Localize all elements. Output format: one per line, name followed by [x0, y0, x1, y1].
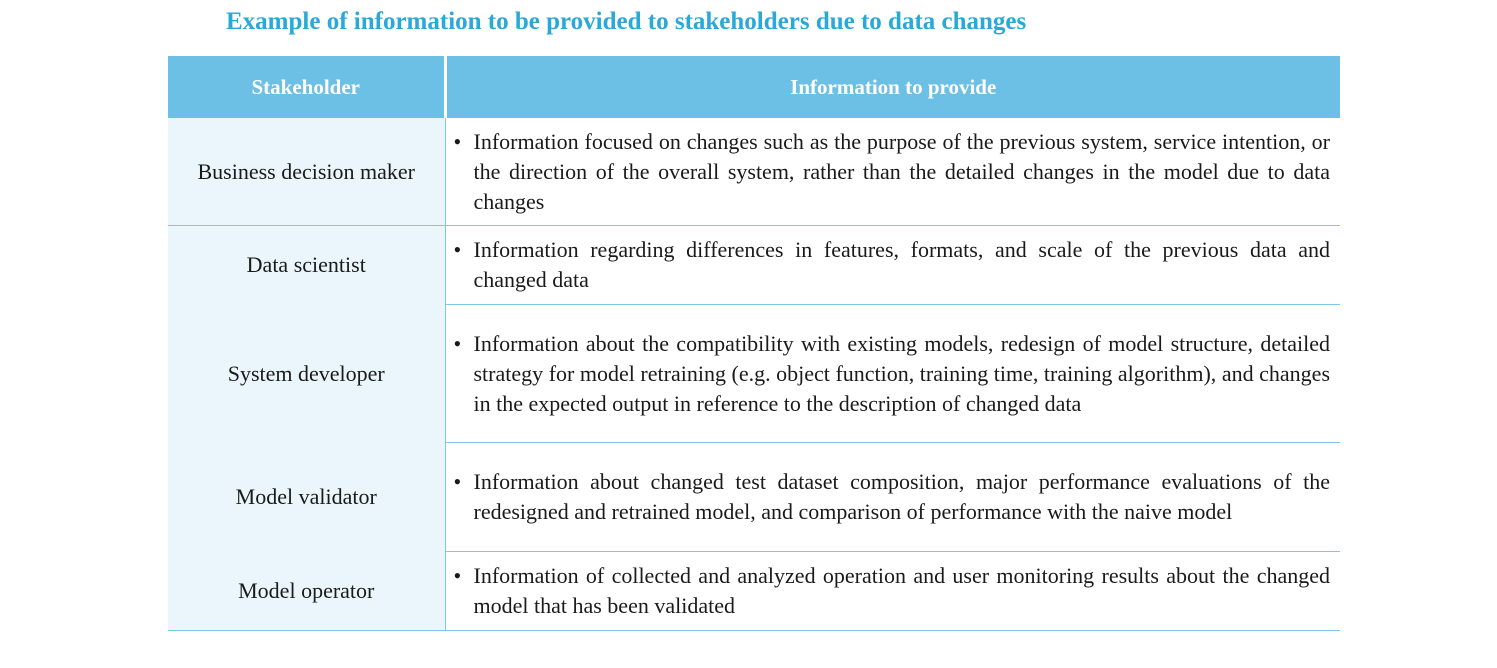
table-row: [168, 226, 1340, 305]
table-row: [168, 552, 1340, 631]
stakeholder-cell: System developer: [168, 305, 445, 443]
info-cell: [445, 226, 1340, 305]
bullet-icon: •: [453, 330, 462, 356]
table-row: [168, 118, 1340, 226]
bullet-icon: •: [453, 469, 462, 494]
info-text: Information about changed test dataset composition, major performance evaluations of the redesigned and retrained model, and comparison of performance with the naive model: [473, 469, 1330, 524]
bullet-icon: •: [453, 563, 462, 588]
bullet-icon: •: [453, 128, 462, 154]
info-cell: [445, 443, 1340, 552]
info-cell: [445, 305, 1340, 443]
bullet-icon: •: [453, 237, 462, 262]
info-text: Information of collected and analyzed operation and user monitoring results about the changed model that has been validated: [473, 563, 1330, 618]
header-stakeholder: Stakeholder: [168, 56, 445, 118]
table-header-row: [168, 56, 1340, 118]
info-cell: [445, 552, 1340, 631]
stakeholder-cell: Data scientist: [168, 226, 445, 305]
page-title: Example of information to be provided to stakeholders due to data changes: [226, 8, 1027, 35]
stakeholder-cell: Model validator: [168, 443, 445, 552]
table-row: [168, 443, 1340, 552]
stakeholder-cell: Model operator: [168, 552, 445, 631]
table-row: [168, 305, 1340, 443]
info-cell: [445, 118, 1340, 226]
info-text: Information about the compatibility with existing models, redesign of model structure, detailed strategy for model retraining (e.g. object function, training time, training algorithm), and changes in the expected output in reference to the description of changed data: [473, 330, 1330, 416]
info-text: Information regarding differences in features, formats, and scale of the previous data and changed data: [473, 237, 1330, 292]
stakeholder-cell: Business decision maker: [168, 118, 445, 226]
header-information: Information to provide: [445, 56, 1340, 118]
stakeholder-table: [168, 56, 1340, 631]
info-text: Information focused on changes such as the purpose of the previous system, service intention, or the direction of the overall system, rather than the detailed changes in the model due to data changes: [473, 128, 1330, 214]
